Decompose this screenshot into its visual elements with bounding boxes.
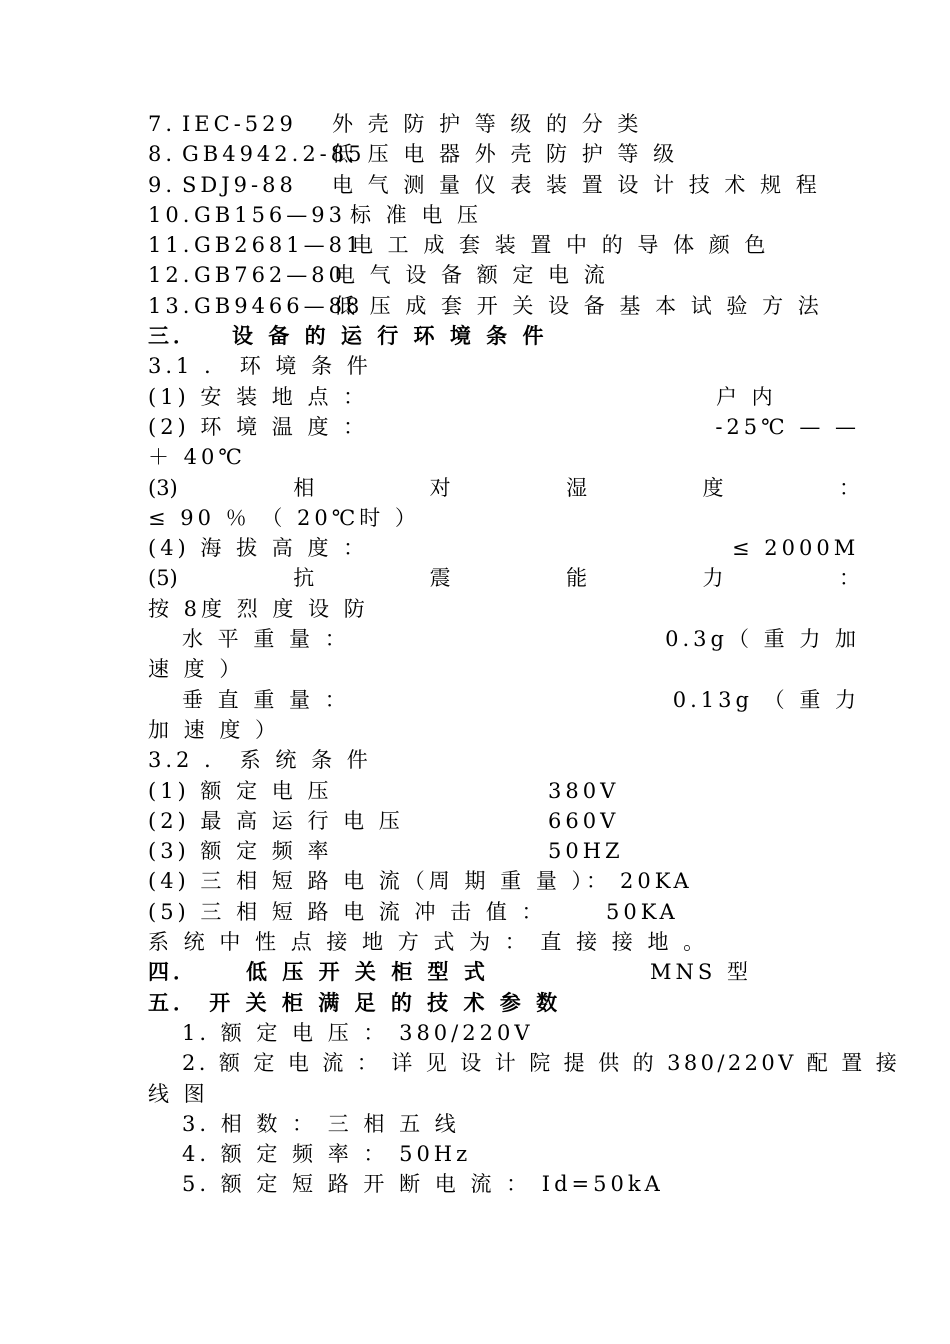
standard-title: 低 压 电 器 外 壳 防 护 等 级 — [332, 142, 679, 167]
parameter-item: 5. 额 定 短 路 开 断 电 流 ： Id=50kA — [182, 1172, 664, 1197]
system-condition-row — [148, 806, 860, 836]
ambient-temperature-continuation: ＋ 40℃ — [148, 445, 246, 470]
standard-title: 电 气 设 备 额 定 电 流 — [334, 263, 609, 288]
system-condition-row — [148, 776, 860, 806]
standard-item — [148, 291, 860, 321]
standard-title: 低 压 成 套 开 关 设 备 基 本 试 验 方 法 — [334, 293, 823, 318]
system-condition-row — [148, 866, 860, 896]
altitude-label: (4) 海 拔 高 度 ： — [148, 536, 369, 561]
grounding-method: 系 统 中 性 点 接 地 方 式 为 ： 直 接 接 地 。 — [148, 930, 709, 955]
horizontal-accel-value: 0.3g（ 重 力 加 — [665, 627, 860, 652]
section-heading — [148, 321, 860, 351]
standard-code: SDJ9-88 — [182, 172, 297, 197]
parameter-item-continuation: 线 图 — [148, 1081, 209, 1106]
altitude-row — [148, 533, 860, 563]
vertical-accel-continuation: 加 速 度 ） — [148, 717, 281, 742]
standard-code: GB156—93 — [194, 202, 347, 227]
standard-item — [148, 260, 860, 290]
vertical-accel-value: 0.13g （ 重 力 — [672, 687, 860, 712]
standard-code: GB9466—88 — [194, 293, 364, 318]
standard-number: 13. — [148, 293, 194, 318]
parameter-item: 1. 额 定 电 压 ： 380/220V — [182, 1020, 534, 1045]
subsection-heading: 3.2 ． 系 统 条 件 — [148, 748, 372, 773]
ambient-temperature-row — [148, 412, 860, 442]
horizontal-accel-label: 水 平 重 量 ： — [182, 627, 350, 652]
system-condition-value: 660V — [548, 808, 620, 833]
altitude-value: ≤ 2000M — [732, 536, 860, 561]
system-condition-value: 50KA — [606, 899, 679, 924]
standard-number: 11. — [148, 233, 194, 258]
standard-number: 8. — [148, 142, 177, 167]
section-number: 三． — [148, 323, 198, 349]
standard-number: 9. — [148, 172, 177, 197]
humidity-continuation: ≤ 90 ％ （ 20℃时 ） — [148, 505, 420, 530]
standard-item — [148, 200, 860, 230]
ambient-temperature-label: (2) 环 境 温 度 ： — [148, 414, 369, 439]
switchgear-type-value: MNS 型 — [650, 960, 752, 985]
standard-item — [148, 230, 860, 260]
horizontal-accel-row — [148, 624, 860, 654]
standard-item — [148, 170, 860, 200]
system-condition-label: (3) 额 定 频 率 — [148, 839, 333, 864]
standard-number: 10. — [148, 202, 194, 227]
seismic-row — [148, 563, 860, 593]
seismic-continuation: 按 8度 烈 度 设 防 — [148, 596, 369, 621]
humidity-part: 湿 — [566, 475, 588, 500]
humidity-row — [148, 473, 860, 503]
section-title: 低 压 开 关 柜 型 式 — [246, 959, 489, 985]
vertical-accel-row — [148, 685, 860, 715]
humidity-part: 对 — [429, 475, 451, 500]
install-location-row — [148, 382, 860, 412]
standard-item — [148, 139, 860, 169]
humidity-part: 相 — [293, 475, 315, 500]
system-condition-label: (5) 三 相 短 路 电 流 冲 击 值 ： — [148, 899, 547, 924]
standard-code: IEC-529 — [182, 112, 297, 136]
system-condition-label: (4) 三 相 短 路 电 流（周 期 重 量 ）： — [148, 869, 611, 894]
humidity-part: ： — [838, 475, 860, 500]
standard-number: 7. — [148, 112, 177, 136]
standard-title: 电 工 成 套 装 置 中 的 导 体 颜 色 — [352, 233, 770, 258]
standard-number: 12. — [148, 263, 194, 288]
seismic-part: 抗 — [293, 566, 315, 591]
system-condition-row — [148, 836, 860, 866]
system-condition-value: 20KA — [620, 869, 693, 894]
install-location-value: 户 内 — [716, 384, 777, 409]
system-condition-value: 50HZ — [548, 839, 624, 864]
humidity-part: 度 — [702, 475, 724, 500]
parameter-item: 2. 额 定 电 流 ： 详 见 设 计 院 提 供 的 380/220V 配 置 接 — [182, 1051, 901, 1076]
system-condition-label: (1) 额 定 电 压 — [148, 778, 333, 803]
standard-code: GB2681—81 — [194, 233, 364, 258]
parameter-item: 4. 额 定 频 率 ： 50Hz — [182, 1142, 472, 1167]
standard-code: GB762—80 — [194, 263, 347, 288]
install-location-label: (1) 安 装 地 点 ： — [148, 384, 369, 409]
section-heading — [148, 957, 860, 987]
seismic-part: (5) — [148, 566, 178, 591]
horizontal-accel-continuation: 速 度 ） — [148, 657, 245, 682]
seismic-part: ： — [838, 566, 860, 591]
section-title: 设 备 的 运 行 环 境 条 件 — [232, 323, 548, 349]
seismic-part: 能 — [566, 566, 588, 591]
vertical-accel-label: 垂 直 重 量 ： — [182, 687, 350, 712]
section-heading: 五． 开 关 柜 满 足 的 技 术 参 数 — [148, 989, 562, 1015]
seismic-part: 力 — [702, 566, 724, 591]
seismic-part: 震 — [429, 566, 451, 591]
humidity-part: (3) — [148, 475, 178, 500]
document-page — [148, 109, 901, 1200]
standard-item — [148, 109, 860, 139]
system-condition-value: 380V — [548, 778, 620, 803]
standard-title: 外 壳 防 护 等 级 的 分 类 — [332, 112, 643, 136]
subsection-heading: 3.1 ． 环 境 条 件 — [148, 354, 372, 379]
section-number: 四． — [148, 959, 198, 985]
ambient-temperature-value: -25℃ — — — [715, 414, 860, 439]
parameter-item: 3. 相 数 ： 三 相 五 线 — [182, 1111, 460, 1136]
standard-code: GB4942.2-85 — [182, 142, 366, 167]
standard-title: 电 气 测 量 仪 表 装 置 设 计 技 术 规 程 — [332, 172, 821, 197]
system-condition-label: (2) 最 高 运 行 电 压 — [148, 808, 404, 833]
system-condition-row — [148, 897, 860, 927]
standard-title: 标 准 电 压 — [350, 202, 483, 227]
